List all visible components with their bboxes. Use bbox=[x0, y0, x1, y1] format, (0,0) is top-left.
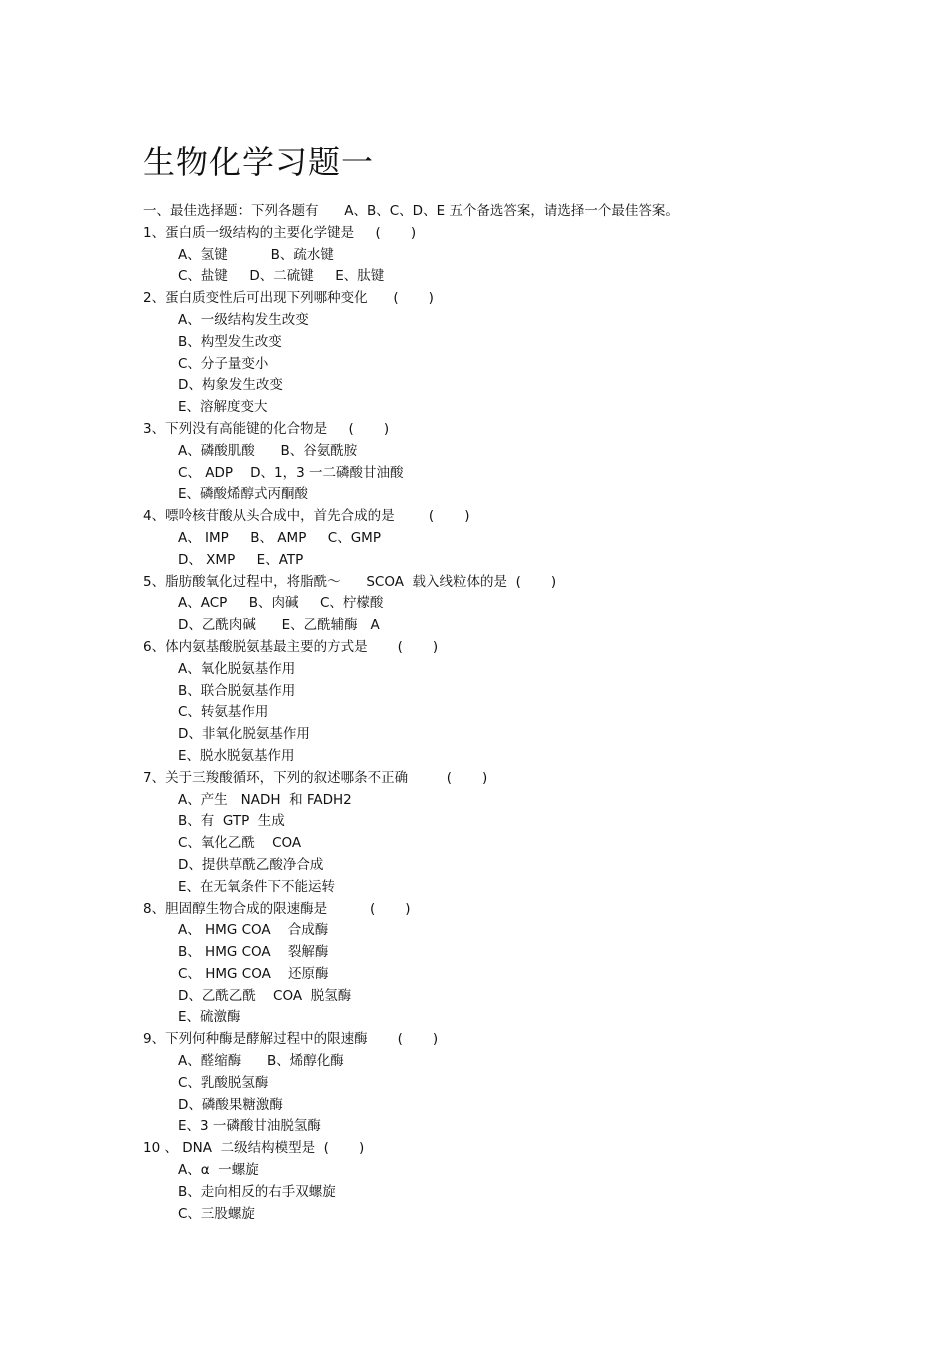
option-line: B、 HMG COA 裂解酶 bbox=[178, 944, 329, 961]
question-stem: 4、嘌呤核苷酸从头合成中，首先合成的是 ( ) bbox=[143, 508, 470, 525]
option-line: D、构象发生改变 bbox=[178, 377, 283, 394]
question-stem: 6、体内氨基酸脱氨基最主要的方式是 ( ) bbox=[143, 638, 439, 655]
option-line: C、乳酸脱氢酶 bbox=[178, 1074, 269, 1091]
option-line: A、α 一螺旋 bbox=[178, 1162, 259, 1179]
option-line: A、 IMP B、 AMP C、GMP bbox=[178, 529, 381, 546]
option-line: D、 XMP E、ATP bbox=[178, 551, 304, 568]
question-stem: 7、关于三羧酸循环，下列的叙述哪条不正确 ( ) bbox=[143, 769, 488, 786]
option-line: E、3 一磷酸甘油脱氢酶 bbox=[178, 1118, 321, 1135]
option-line: D、乙酰乙酰 COA 脱氢酶 bbox=[178, 987, 352, 1004]
option-line: C、分子量变小 bbox=[178, 355, 269, 372]
question-stem: 2、蛋白质变性后可出现下列哪种变化 ( ) bbox=[143, 290, 434, 307]
option-line: B、构型发生改变 bbox=[178, 333, 282, 350]
option-line: B、联合脱氨基作用 bbox=[178, 682, 296, 699]
option-line: B、有 GTP 生成 bbox=[178, 813, 285, 830]
option-line: C、盐键 D、二硫键 E、肽键 bbox=[178, 268, 385, 285]
option-line: A、ACP B、肉碱 C、柠檬酸 bbox=[178, 595, 384, 612]
option-line: A、磷酸肌酸 B、谷氨酰胺 bbox=[178, 442, 358, 459]
page-title: 生物化学习题一 bbox=[143, 143, 375, 181]
question-stem: 3、下列没有高能键的化合物是 ( ) bbox=[143, 420, 390, 437]
question-stem: 10 、 DNA 二级结构模型是 ( ) bbox=[143, 1140, 365, 1157]
option-line: C、转氨基作用 bbox=[178, 704, 269, 721]
option-line: E、硫激酶 bbox=[178, 1009, 241, 1026]
exercise-content bbox=[143, 201, 843, 1225]
option-line: D、提供草酰乙酸净合成 bbox=[178, 856, 324, 873]
option-line: C、 ADP D、1，3 一二磷酸甘油酸 bbox=[178, 464, 404, 481]
option-line: A、醛缩酶 B、烯醇化酶 bbox=[178, 1053, 344, 1070]
option-line: C、氧化乙酰 COA bbox=[178, 835, 302, 852]
option-line: A、氧化脱氨基作用 bbox=[178, 660, 296, 677]
option-line: A、产生 NADH 和 FADH2 bbox=[178, 791, 352, 808]
option-line: D、磷酸果糖激酶 bbox=[178, 1096, 283, 1113]
option-line: E、磷酸烯醇式丙酮酸 bbox=[178, 486, 309, 503]
question-stem: 9、下列何种酶是酵解过程中的限速酶 ( ) bbox=[143, 1031, 439, 1048]
option-line: A、 HMG COA 合成酶 bbox=[178, 922, 329, 939]
option-line: C、 HMG COA 还原酶 bbox=[178, 965, 329, 982]
option-line: D、乙酰肉碱 E、乙酰辅酶 A bbox=[178, 617, 380, 634]
option-line: A、氢键 B、疏水键 bbox=[178, 246, 334, 263]
question-stem: 8、胆固醇生物合成的限速酶是 ( ) bbox=[143, 900, 411, 917]
option-line: E、在无氧条件下不能运转 bbox=[178, 878, 336, 895]
question-stem: 5、脂肪酸氧化过程中，将脂酰～ SCOA 载入线粒体的是 ( ) bbox=[143, 573, 557, 590]
option-line: B、走向相反的右手双螺旋 bbox=[178, 1183, 336, 1200]
section-instruction: 一、最佳选择题：下列各题有 A、B、C、D、E 五个备选答案，请选择一个最佳答案。 bbox=[143, 203, 679, 219]
option-line: D、非氧化脱氨基作用 bbox=[178, 726, 310, 743]
option-line: E、脱水脱氨基作用 bbox=[178, 747, 295, 764]
option-line: E、溶解度变大 bbox=[178, 399, 268, 416]
question-stem: 1、蛋白质一级结构的主要化学键是 ( ) bbox=[143, 224, 417, 241]
option-line: A、一级结构发生改变 bbox=[178, 311, 309, 328]
option-line: C、三股螺旋 bbox=[178, 1205, 255, 1222]
